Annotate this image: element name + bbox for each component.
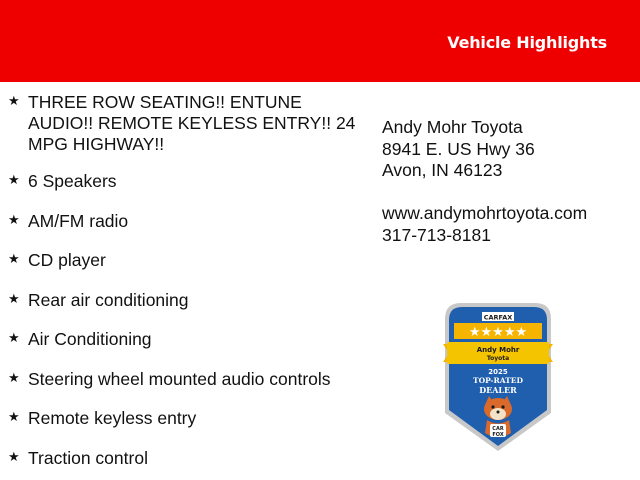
star-bullet-icon: ★: [8, 410, 20, 425]
feature-text: CD player: [28, 250, 106, 270]
feature-list: [8, 92, 368, 480]
svg-text:★★★★★: ★★★★★: [468, 325, 528, 340]
feature-text: AM/FM radio: [28, 210, 129, 231]
dealer-name: Andy Mohr Toyota: [382, 117, 523, 137]
star-bullet-icon: ★: [8, 252, 20, 267]
feature-item: [8, 448, 368, 469]
badge-dealer-name-line1: Andy Mohr: [476, 346, 520, 354]
feature-text: 6 Speakers: [28, 171, 117, 191]
star-bullet-icon: ★: [8, 94, 20, 109]
carfax-top-rated-dealer-badge: [443, 301, 553, 453]
dealer-website-link[interactable]: www.andymohrtoyota.com: [382, 203, 588, 223]
star-bullet-icon: ★: [8, 331, 20, 346]
page-title: Vehicle Highlights: [447, 33, 607, 52]
dealer-info: [382, 117, 632, 246]
star-bullet-icon: ★: [8, 173, 20, 188]
star-bullet-icon: ★: [8, 291, 20, 307]
badge-award-line1: TOP-RATED: [473, 376, 523, 385]
feature-text: Traction control: [28, 447, 148, 468]
carfax-brand-text: CARFAX: [483, 313, 513, 322]
feature-item: [8, 290, 368, 311]
feature-text: Air Conditioning: [28, 329, 152, 349]
feature-item: [8, 369, 368, 390]
mascot-label-line2: FOX: [492, 432, 504, 438]
feature-text: Steering wheel mounted audio controls: [28, 368, 331, 389]
star-bullet-icon: ★: [8, 449, 20, 465]
dealer-city: Avon, IN 46123: [382, 160, 503, 180]
feature-text: Rear air conditioning: [28, 289, 189, 310]
badge-award-line2: DEALER: [479, 385, 517, 395]
feature-item: [8, 329, 368, 350]
dealer-phone[interactable]: 317-713-8181: [382, 224, 491, 245]
feature-item: [8, 408, 368, 429]
mascot-label-line1: CAR: [492, 426, 504, 432]
dealer-street: 8941 E. US Hwy 36: [382, 138, 535, 159]
header-banner: [0, 0, 640, 82]
feature-text: Remote keyless entry: [28, 408, 197, 428]
feature-item: [8, 250, 368, 271]
feature-item: [8, 171, 368, 192]
feature-item: [8, 211, 368, 232]
feature-text: THREE ROW SEATING!! ENTUNE AUDIO!! REMOTE KEYLESS ENTRY!! 24 MPG HIGHWAY!!: [28, 92, 356, 154]
feature-item: [8, 92, 368, 155]
star-bullet-icon: ★: [8, 370, 20, 386]
star-bullet-icon: ★: [8, 212, 20, 228]
five-star-rating-icon: [454, 323, 542, 340]
badge-year: 2025: [488, 368, 508, 376]
badge-dealer-name-line2: Toyota: [486, 355, 510, 362]
